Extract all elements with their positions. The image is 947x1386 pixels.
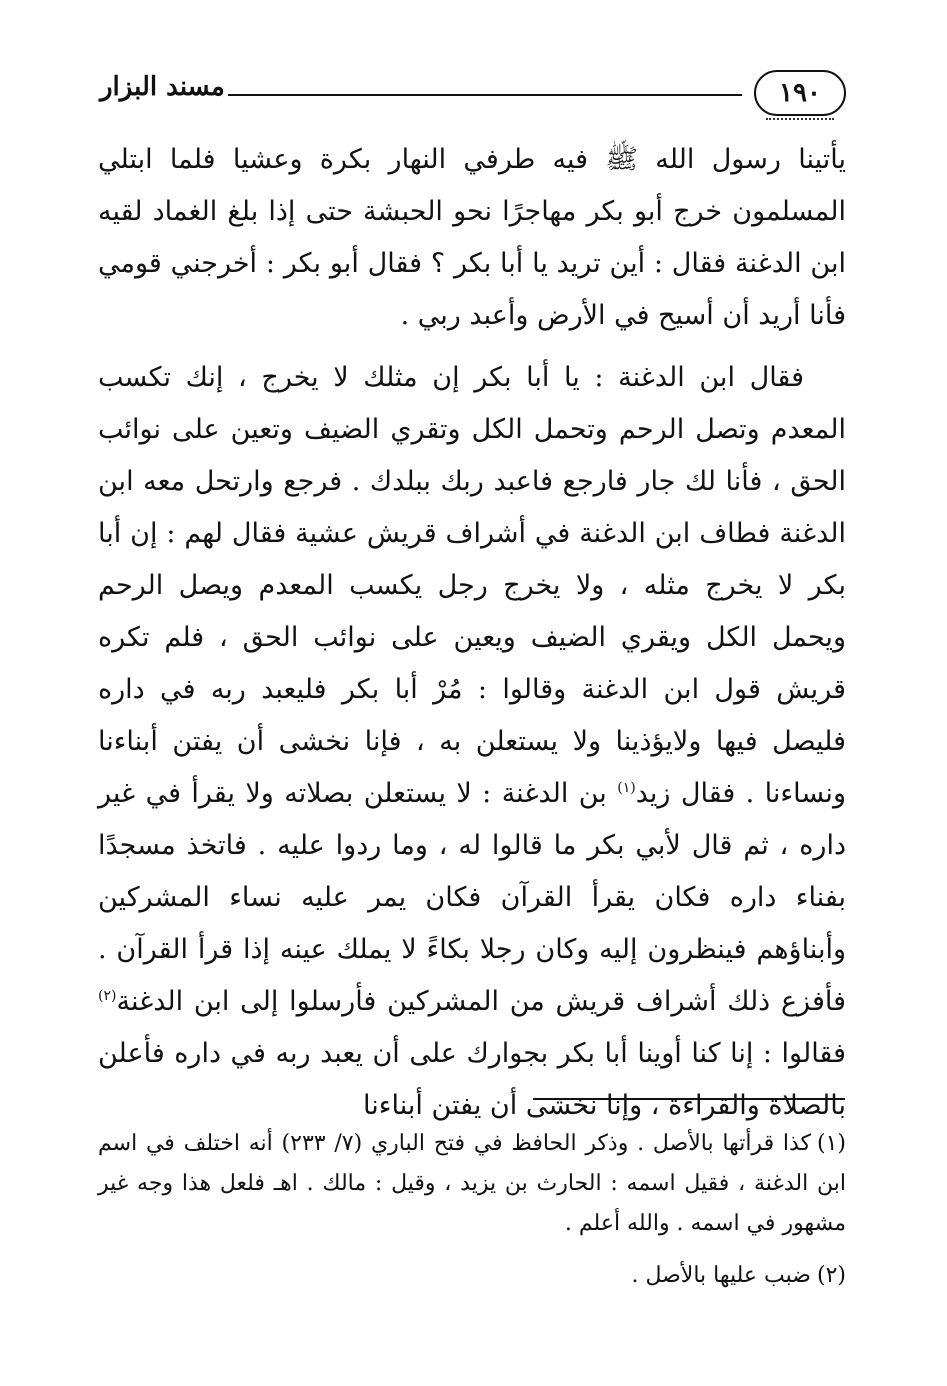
page-number: ١٩٠ <box>779 78 821 108</box>
footnote-2 <box>98 1256 846 1296</box>
footnote-text: كذا قرأتها بالأصل . وذكر الحافظ في فتح الباري (٧/ ٢٣٣) أنه اختلف في اسم ابن الدغنة ، فقيل اسمه : الحارث بن يزيد ، وقيل : مالك . اهـ فلعل هذا وجه غير مشهور في اسمه . والله أعلم . <box>98 1131 846 1236</box>
header-divider <box>228 94 742 96</box>
footnote-number: (١) <box>817 1131 847 1156</box>
paragraph-1: يأتينا رسول الله ﷺ فيه طرفي النهار بكرة وعشيا فلما ابتلي المسلمون خرج أبو بكر مهاجرًا نحو الحبشة حتى إذا بلغ الغماد لقيه ابن الدغنة فقال : أين تريد يا أبا بكر ؟ فقال أبو بكر : أخرجني قومي فأنا أريد أن أسيح في الأرض وأعبد ربي . <box>98 144 846 331</box>
page-header <box>100 70 846 122</box>
footnote-divider <box>533 1098 845 1100</box>
page-number-badge <box>754 70 846 116</box>
footnote-ref-1[interactable]: (١) <box>617 780 636 796</box>
paragraph-2-part-c: فقالوا : إنا كنا أوينا أبا بكر بجوارك على أن يعبد ربه في داره فأعلن بالصلاة والقراءة ، وإنا نخشى أن يفتن أبناءنا <box>98 1038 846 1121</box>
paragraph-2 <box>98 352 846 1132</box>
footnote-number: (٢) <box>816 1263 846 1288</box>
book-title: مسند البزار <box>100 72 225 102</box>
footnote-ref-2[interactable]: (٢) <box>98 988 117 1004</box>
paragraph-2-part-a: فقال ابن الدغنة : يا أبا بكر إن مثلك لا يخرج ، إنك تكسب المعدم وتصل الرحم وتحمل الكل وتقري الضيف وتعين على نوائب الحق ، فأنا لك جار فارجع فاعبد ربك ببلدك . فرجع وارتحل معه ابن الدغنة فطاف ابن الدغنة في أشراف قريش عشية فقال لهم : إن أبا بكر لا يخرج مثله ، ولا يخرج رجل يكسب المعدم ويصل الرحم ويحمل الكل ويقري الضيف ويعين على نوائب الحق ، فلم تكره قريش قول ابن الدغنة وقالوا : مُرْ أبا بكر فليعبد ربه في داره فليصل فيها ولايؤذينا ولا يستعلن به ، فإنا نخشى أن يفتن أبناءنا ونساءنا . فقال زيد <box>98 362 846 809</box>
footnotes <box>98 1124 846 1308</box>
footnote-1 <box>98 1124 846 1244</box>
footnote-text: ضبب عليها بالأصل . <box>631 1263 811 1288</box>
paragraph-2-part-b: بن الدغنة : لا يستعلن بصلاته ولا يقرأ في غير داره ، ثم قال لأبي بكر ما قالوا له ، وما ردوا عليه . فاتخذ مسجدًا بفناء داره فكان يقرأ القرآن فكان يمر عليه نساء المشركين وأبناؤهم فينظرون إليه وكان رجلا بكاءً لا يملك عينه إذا قرأ القرآن . فأفزع ذلك أشراف قريش من المشركين فأرسلوا إلى ابن الدغنة <box>98 778 846 1017</box>
main-text <box>98 134 846 1132</box>
